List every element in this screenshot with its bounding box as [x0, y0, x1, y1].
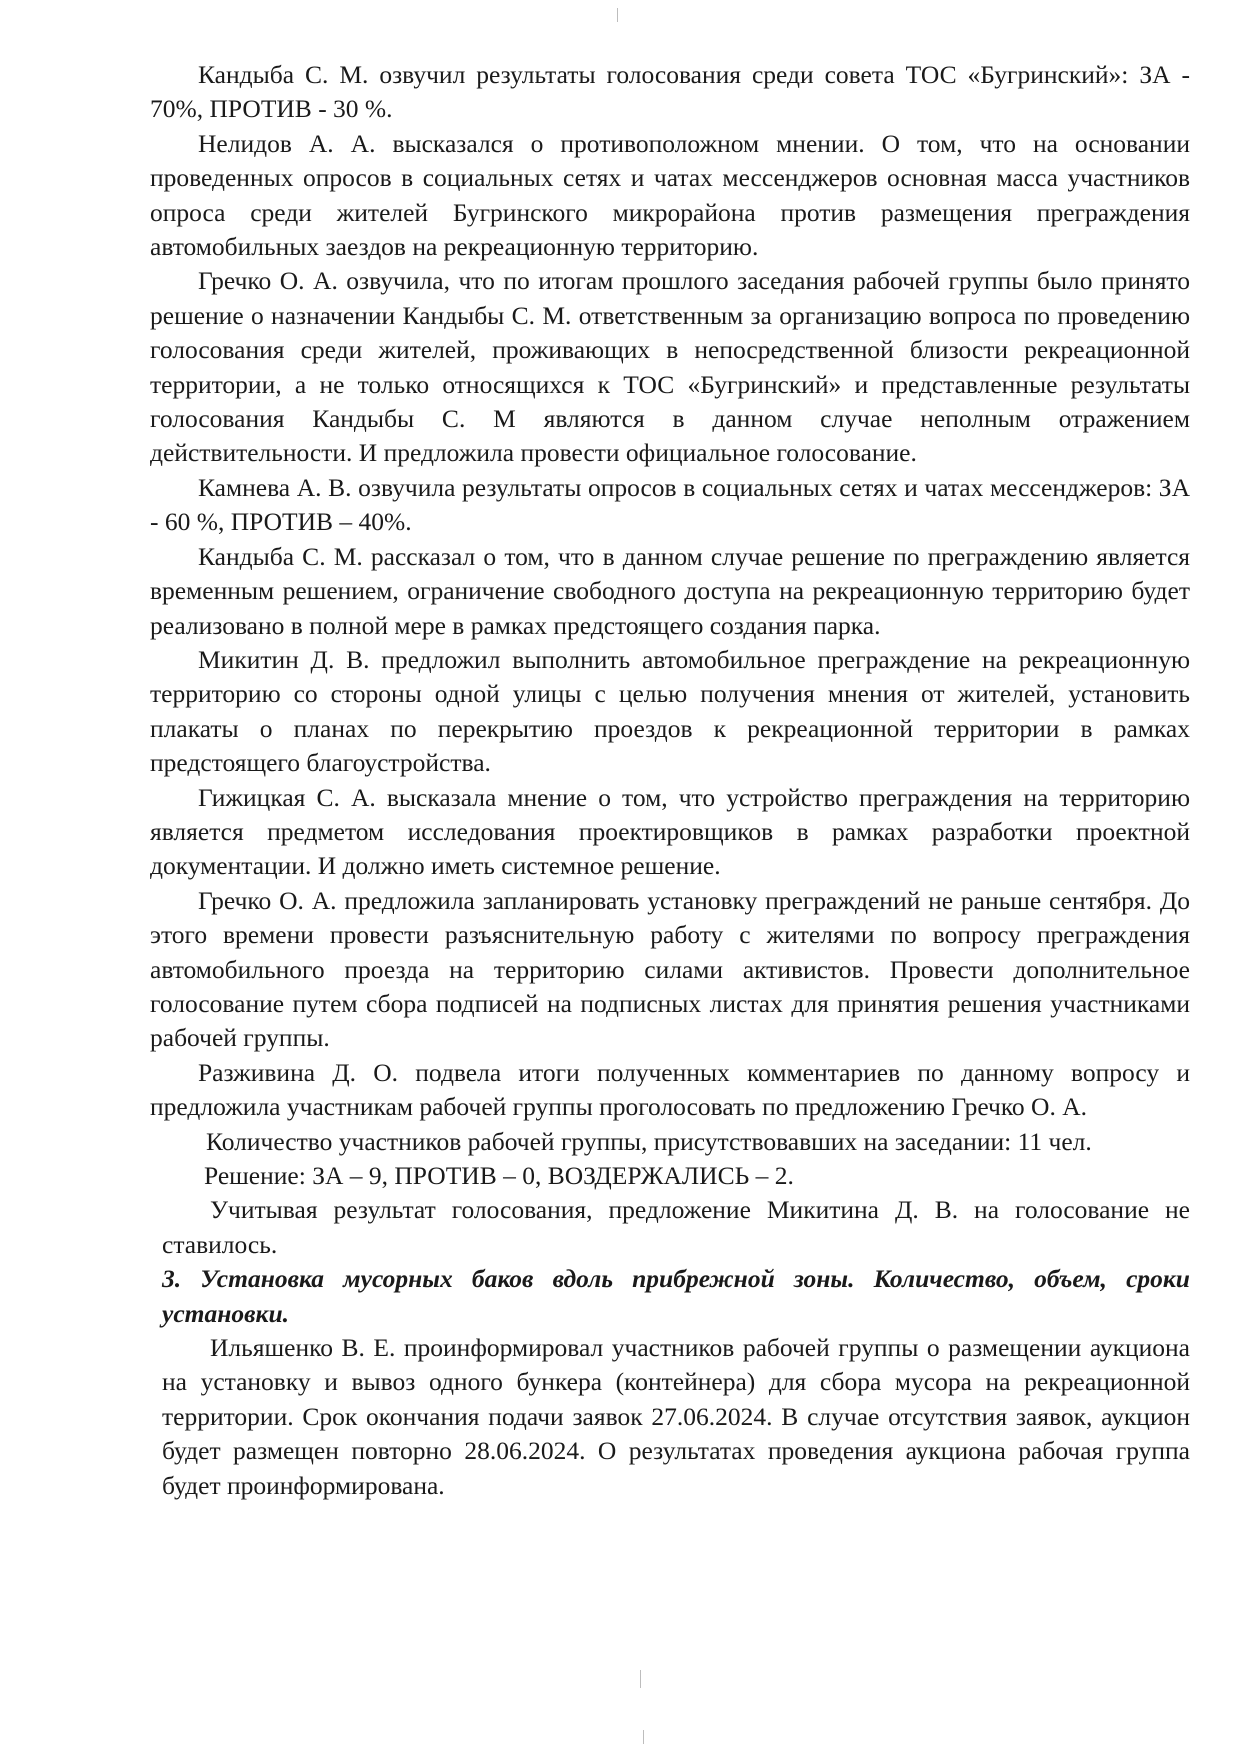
- paragraph-razzhivina-summary: Разживина Д. О. подвела итоги полученных комментариев по данному вопросу и предложила участникам рабочей группы проголосовать по предложению Гречко О. А.: [150, 1057, 1190, 1122]
- paragraph-grechko-statement: Гречко О. А. озвучила, что по итогам прошлого заседания рабочей группы было принято решение о назначении Кандыбы С. М. ответственным за организацию вопроса по проведению голосования среди жителей, проживающих в непосредственной близости рекреационной территории, а не только относящихся к ТОС «Бугринский» и представленные результаты голосования Кандыбы С. М являются в данном случае неполным отражением действительности. И предложила провести официальное голосование.: [150, 266, 1190, 468]
- paragraph-participants-count: Количество участников рабочей группы, присутствовавших на заседании: 11 чел.: [206, 1126, 1092, 1156]
- paragraph-mikitin-proposal: Микитин Д. В. предложил выполнить автомобильное преграждение на рекреационную территорию со стороны одной улицы с целью получения мнения от жителей, установить плакаты о планах по перекрытию проездов к рекреационной территории в рамках предстоящего благоустройства.: [150, 644, 1190, 778]
- paragraph-kamneva-results: Камнева А. В. озвучила результаты опросов в социальных сетях и чатах мессенджеров: ЗА - 60 %, ПРОТИВ – 40%.: [150, 472, 1190, 537]
- paragraph-nelidov-opinion: Нелидов А. А. высказался о противоположном мнении. О том, что на основании проведенных опросов в социальных сетях и чатах мессенджеров основная масса участников опроса среди жителей Бугринского микрорайона против размещения преграждения автомобильных заездов на рекреационную территорию.: [150, 128, 1190, 262]
- paragraph-ilyashenko-info: Ильяшенко В. Е. проинформировал участников рабочей группы о размещении аукциона на установку и вывоз одного бункера (контейнера) для сбора мусора на рекреационной территории. Срок окончания подачи заявок 27.06.2024. В случае отсутствия заявок, аукцион будет размещен повторно 28.06.2024. О результатах проведения аукциона рабочая группа будет проинформирована.: [162, 1333, 1190, 1500]
- paragraph-vote-note: Учитывая результат голосования, предложение Микитина Д. В. на голосование не ставилось.: [162, 1195, 1190, 1259]
- paragraph-grechko-proposal: Гречко О. А. предложила запланировать установку преграждений не раньше сентября. До этого времени провести разъяснительную работу с жителями по вопросу преграждения автомобильного проезда на территорию силами активистов. Провести дополнительное голосование путем сбора подписей на подписных листах для принятия решения участниками рабочей группы.: [150, 885, 1190, 1053]
- paragraph-gizhitskaya-opinion: Гижицкая С. А. высказала мнение о том, что устройство преграждения на территорию является предметом исследования проектировщиков в рамках разработки проектной документации. И должно иметь системное решение.: [150, 782, 1190, 881]
- decision-result: Решение: ЗА – 9, ПРОТИВ – 0, ВОЗДЕРЖАЛИСЬ – 2.: [204, 1161, 794, 1190]
- paragraph-kandyba-results: Кандыба С. М. озвучил результаты голосования среди совета ТОС «Бугринский»: ЗА - 70%, ПРОТИВ - 30 %.: [150, 60, 1190, 124]
- scan-speck: [617, 8, 618, 22]
- scan-speck: [643, 1730, 644, 1744]
- section-heading: 3. Установка мусорных баков вдоль прибрежной зоны. Количество, объем, сроки установки.: [162, 1264, 1190, 1328]
- scan-speck: [640, 1670, 641, 1688]
- paragraph-kandyba-temporary: Кандыба С. М. рассказал о том, что в данном случае решение по преграждению является временным решением, ограничение свободного доступа на рекреационную территорию будет реализовано в полной мере в рамках предстоящего создания парка.: [150, 541, 1190, 640]
- document-page: [150, 58, 1190, 1503]
